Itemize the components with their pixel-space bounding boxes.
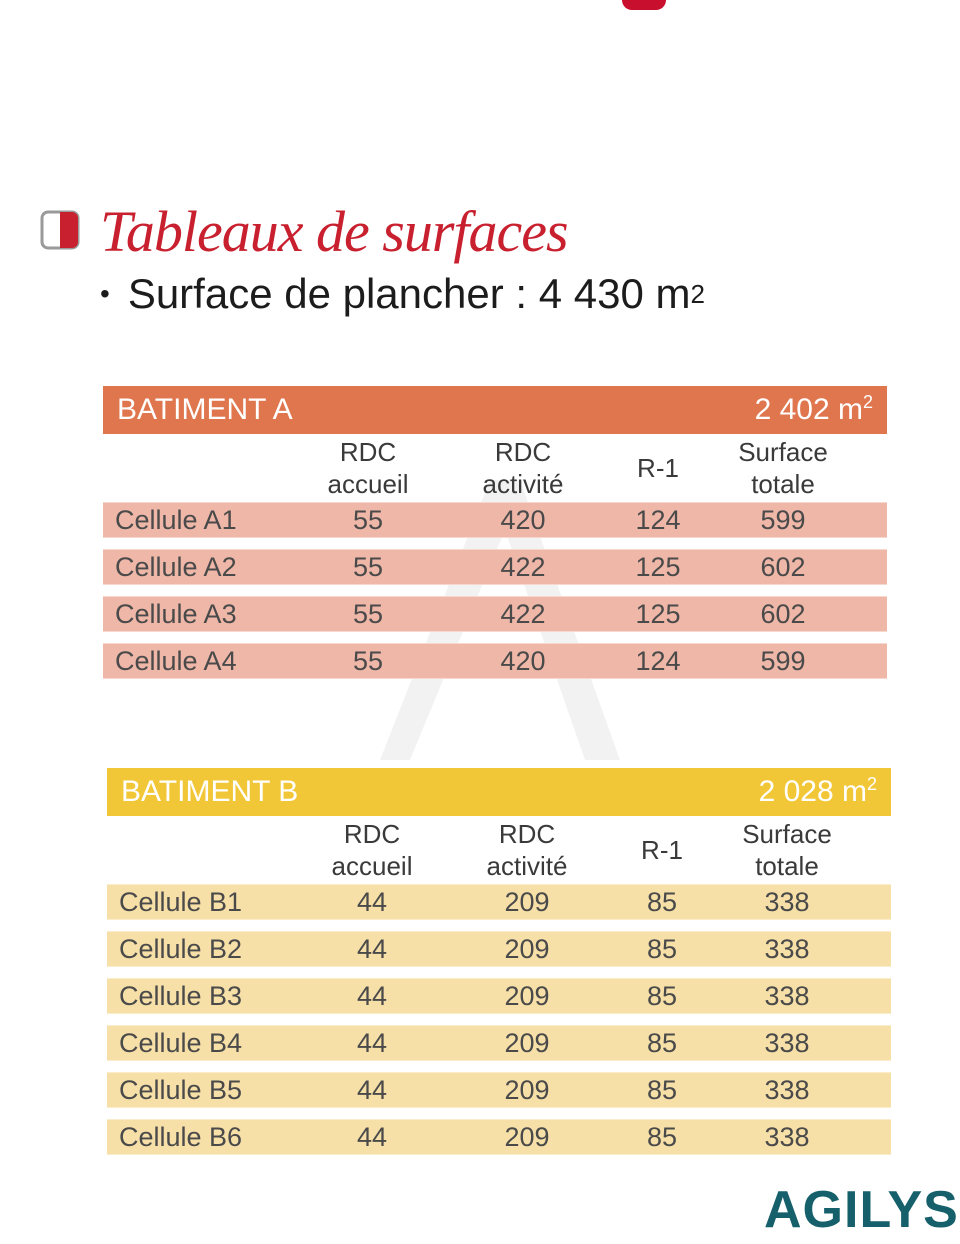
cell-rdc-activite: 209 [504, 980, 550, 1011]
cell-rdc-accueil: 44 [356, 1027, 388, 1058]
table-row [107, 884, 891, 920]
table-row [107, 978, 891, 1014]
cell-surface-totale: 602 [760, 551, 806, 582]
table-batiment-b [107, 768, 891, 1166]
cell-rdc-activite: 420 [500, 645, 546, 676]
table-row [107, 1119, 891, 1155]
cell-surface-totale: 599 [760, 645, 806, 676]
cell-rdc-accueil: 44 [356, 980, 388, 1011]
cell-rdc-activite: 209 [504, 886, 550, 917]
column-header-rdc-activite: RDC activité [482, 437, 564, 499]
column-header-rdc-accueil: RDC accueil [327, 437, 409, 499]
bullet: • [100, 278, 110, 309]
cell-label: Cellule B1 [119, 886, 243, 917]
cell-rdc-accueil: 44 [356, 1121, 388, 1152]
floor-area-summary: • Surface de plancher : 4 430 m 2 [100, 270, 705, 317]
column-header-r1: R-1 [641, 835, 683, 865]
column-header-r1: R-1 [637, 453, 679, 483]
cell-label: Cellule A3 [115, 598, 237, 629]
cell-label: Cellule A1 [115, 504, 237, 535]
cell-rdc-activite: 209 [504, 1121, 550, 1152]
floor-area-text: Surface de plancher : 4 430 m [127, 270, 691, 317]
cell-r1: 85 [646, 1027, 678, 1058]
cell-rdc-accueil: 55 [352, 598, 384, 629]
column-header-surface-totale: Surface totale [738, 437, 828, 499]
cell-r1: 85 [646, 886, 678, 917]
cell-r1: 125 [635, 598, 681, 629]
table-b-title: BATIMENT B [121, 775, 299, 808]
table-row [103, 643, 887, 679]
table-b-header-band [107, 768, 891, 816]
column-header-surface-totale: Surface totale [742, 819, 832, 881]
cell-surface-totale: 602 [760, 598, 806, 629]
cell-rdc-activite: 422 [500, 551, 546, 582]
cell-rdc-accueil: 55 [352, 645, 384, 676]
table-a-total [755, 393, 873, 427]
cell-label: Cellule B3 [119, 980, 243, 1011]
cell-label: Cellule B6 [119, 1121, 243, 1152]
table-row [103, 596, 887, 632]
table-a-rows [103, 502, 887, 679]
page-title: Tableaux de surfaces [100, 198, 568, 264]
cell-r1: 85 [646, 980, 678, 1011]
section-heading [40, 196, 568, 266]
cell-rdc-accueil: 44 [356, 933, 388, 964]
cell-label: Cellule B2 [119, 933, 243, 964]
cell-label: Cellule B5 [119, 1074, 243, 1105]
cell-r1: 125 [635, 551, 681, 582]
table-row [103, 502, 887, 538]
cell-rdc-activite: 209 [504, 1074, 550, 1105]
column-header-rdc-accueil: RDC accueil [331, 819, 413, 881]
table-b-total-value: 2 028 m [758, 775, 867, 808]
cell-rdc-activite: 209 [504, 933, 550, 964]
table-a-total-sup: 2 [862, 392, 873, 412]
cell-surface-totale: 338 [764, 1074, 810, 1105]
half-filled-square-icon [40, 209, 84, 253]
table-row [103, 549, 887, 585]
table-batiment-a [103, 386, 887, 690]
table-row [107, 1072, 891, 1108]
cell-rdc-accueil: 55 [352, 551, 384, 582]
cell-label: Cellule B4 [119, 1027, 243, 1058]
top-red-mark [622, 0, 666, 10]
cell-rdc-accueil: 44 [356, 1074, 388, 1105]
cell-surface-totale: 338 [764, 886, 810, 917]
table-b-total-sup: 2 [866, 774, 877, 794]
cell-r1: 85 [646, 1074, 678, 1105]
cell-surface-totale: 338 [764, 1027, 810, 1058]
cell-rdc-activite: 420 [500, 504, 546, 535]
cell-rdc-activite: 422 [500, 598, 546, 629]
cell-r1: 85 [646, 933, 678, 964]
agilys-logo: AGILYS [764, 1181, 959, 1239]
table-row [107, 1025, 891, 1061]
cell-surface-totale: 599 [760, 504, 806, 535]
cell-surface-totale: 338 [764, 980, 810, 1011]
table-a-column-headers [103, 434, 887, 502]
column-header-rdc-activite: RDC activité [486, 819, 568, 881]
table-b-rows [107, 884, 891, 1155]
cell-label: Cellule A2 [115, 551, 237, 582]
cell-surface-totale: 338 [764, 1121, 810, 1152]
table-a-title: BATIMENT A [117, 393, 293, 426]
cell-r1: 85 [646, 1121, 678, 1152]
cell-rdc-accueil: 55 [352, 504, 384, 535]
cell-label: Cellule A4 [115, 645, 237, 676]
cell-r1: 124 [635, 645, 681, 676]
cell-r1: 124 [635, 504, 681, 535]
cell-rdc-activite: 209 [504, 1027, 550, 1058]
table-a-total-value: 2 402 m [754, 393, 863, 426]
table-a-header-band [103, 386, 887, 434]
table-b-column-headers [107, 816, 891, 884]
table-b-total [759, 775, 877, 809]
table-row [107, 931, 891, 967]
cell-surface-totale: 338 [764, 933, 810, 964]
cell-rdc-accueil: 44 [356, 886, 388, 917]
